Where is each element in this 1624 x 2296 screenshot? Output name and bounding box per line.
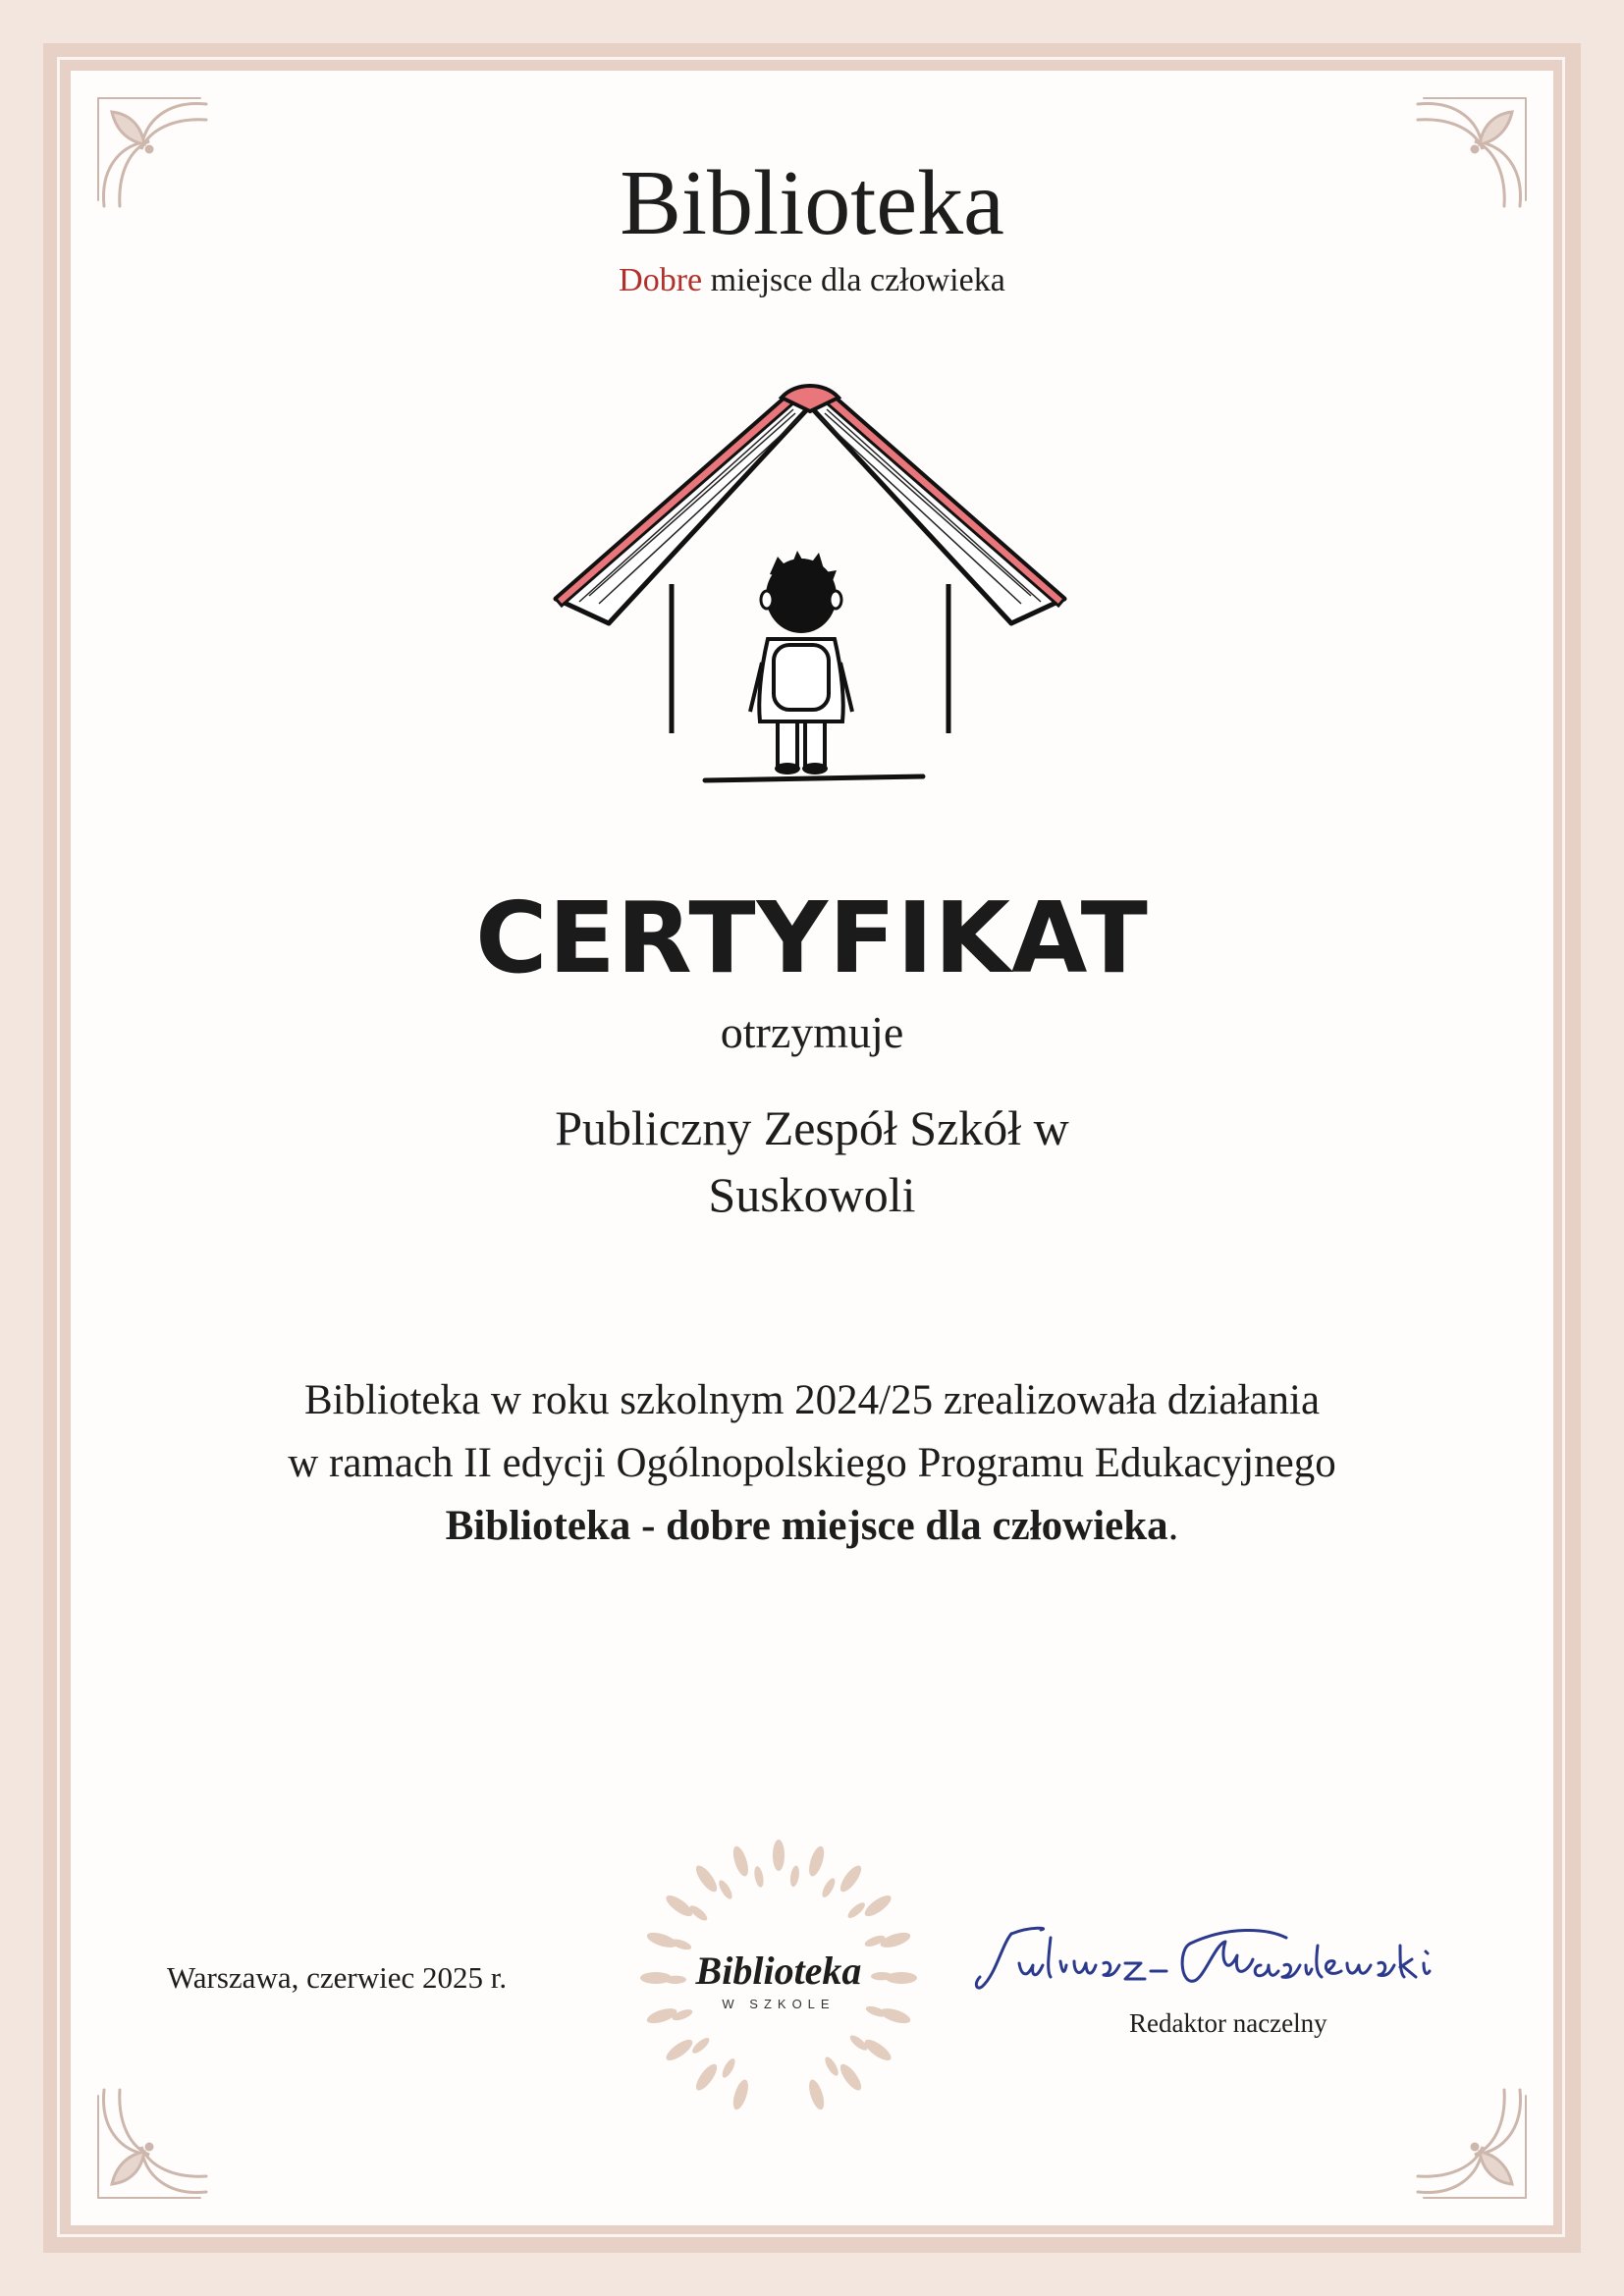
handwritten-signature [972,1916,1453,2004]
body-period: . [1167,1503,1179,1549]
tagline-rest: miejsce dla człowieka [702,262,1005,298]
corner-ornament-icon [1406,2078,1534,2206]
body-line-program [0,1495,1624,1558]
program-name: Biblioteka - dobre miejsce dla człowieka [445,1503,1168,1549]
brand-title: Biblioteka [620,152,1004,254]
recipient-name [0,1095,1624,1228]
brand-tagline [0,262,1624,299]
library-seal [640,1840,917,2116]
place-date: Warszawa, czerwiec 2025 r. [167,1960,508,1995]
body-line: w ramach II edycji Ogólnopolskiego Programu Edukacyjnego [288,1440,1336,1486]
recipient-line: Suskowoli [708,1167,916,1222]
seal-title: Biblioteka [695,1949,862,1993]
certificate-body [0,1369,1624,1558]
signer-role: Redaktor naczelny [1129,2008,1327,2038]
seal-subtitle: W SZKOLE [722,1997,836,2011]
receives-label: otrzymuje [720,1007,904,1057]
body-line: Biblioteka w roku szkolnym 2024/25 zrealizowała działania [303,1377,1321,1423]
book-roof-child-illustration [550,378,1070,795]
certificate-title: CERTYFIKAT [475,881,1149,995]
tagline-accent: Dobre [619,262,703,298]
corner-ornament-icon [90,2078,218,2206]
recipient-line: Publiczny Zespół Szkół w [555,1100,1069,1155]
